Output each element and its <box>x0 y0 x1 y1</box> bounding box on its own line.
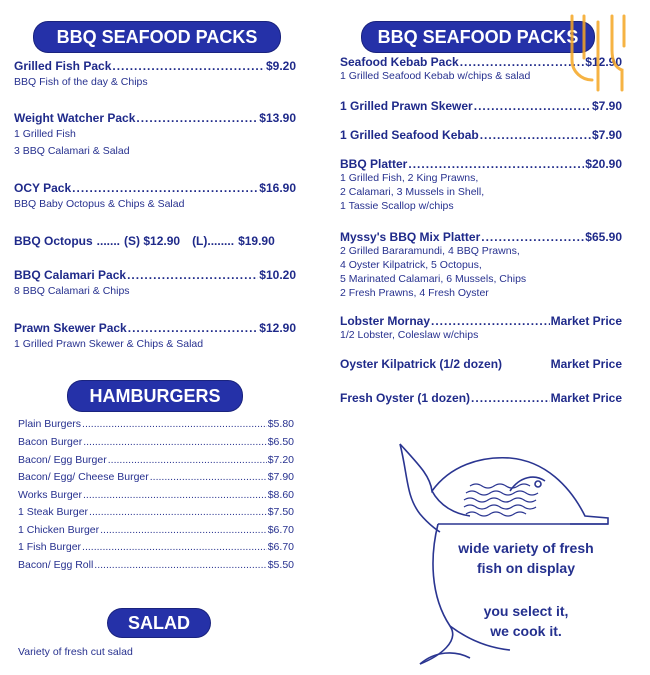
burger-name: Bacon/ Egg/ Cheese Burger <box>18 471 149 483</box>
item-price: $12.90 <box>259 321 296 335</box>
promo-variety <box>438 538 614 578</box>
item-desc: 1 Tassie Scallop w/chips <box>340 200 454 212</box>
menu-item <box>340 99 622 113</box>
item-desc: 1 Grilled Seafood Kebab w/chips & salad <box>340 70 531 82</box>
item-price: $16.90 <box>259 181 296 195</box>
burger-item <box>18 541 294 553</box>
burger-name: 1 Fish Burger <box>18 541 82 553</box>
burger-price: $6.70 <box>267 541 294 553</box>
item-price: Market Price <box>550 391 622 405</box>
menu-item <box>340 391 622 405</box>
menu-item <box>340 128 622 142</box>
item-desc: 2 Fresh Prawns, 4 Fresh Oyster <box>340 287 489 299</box>
item-price: $9.20 <box>265 59 296 73</box>
item-name: Myssy's BBQ Mix Platter <box>340 230 481 244</box>
burger-item <box>18 454 294 466</box>
menu-item <box>14 268 296 298</box>
item-desc: 2 Calamari, 3 Mussels in Shell, <box>340 186 485 198</box>
burger-item <box>18 489 294 501</box>
item-price: $20.90 <box>585 157 622 171</box>
promo-line: wide variety of fresh <box>458 540 594 556</box>
item-price: Market Price <box>550 357 622 371</box>
promo-line: you select it, <box>483 603 569 619</box>
item-price: Market Price <box>550 314 622 328</box>
menu-item <box>14 111 296 158</box>
menu-item <box>14 59 296 89</box>
item-desc: 5 Marinated Calamari, 6 Mussels, Chips <box>340 273 527 285</box>
item-price: $65.90 <box>585 230 622 244</box>
item-desc: 1 Grilled Fish <box>14 128 76 140</box>
hamburgers-header: HAMBURGERS <box>68 381 242 411</box>
item-desc: 8 BBQ Calamari & Chips <box>14 285 130 297</box>
octopus-small-price: (S) $12.90 <box>124 234 181 248</box>
item-name: 1 Grilled Seafood Kebab <box>340 128 479 142</box>
salad-desc: Variety of fresh cut salad <box>18 646 133 658</box>
burger-item <box>18 436 294 448</box>
octopus-large-label: (L)........ <box>192 234 235 248</box>
item-name: 1 Grilled Prawn Skewer <box>340 99 473 113</box>
fork-knife-logo-icon <box>562 10 634 96</box>
salad-header: SALAD <box>108 609 210 637</box>
menu-item <box>340 230 622 300</box>
burger-name: Bacon Burger <box>18 436 83 448</box>
promo-select <box>438 601 614 641</box>
burger-name: Bacon/ Egg Burger <box>18 454 107 466</box>
burger-item <box>18 524 294 536</box>
menu-item <box>14 181 296 211</box>
burger-price: $5.50 <box>267 559 294 571</box>
octopus-dots: ....... <box>96 234 121 248</box>
item-name: Lobster Mornay <box>340 314 431 328</box>
burger-price: $6.70 <box>267 524 294 536</box>
item-name: Seafood Kebab Pack <box>340 55 459 69</box>
item-name: BBQ Calamari Pack <box>14 268 127 282</box>
item-desc: 1 Grilled Prawn Skewer & Chips & Salad <box>14 338 204 350</box>
item-price: $7.90 <box>591 128 622 142</box>
item-desc: BBQ Baby Octopus & Chips & Salad <box>14 198 185 210</box>
burger-item <box>18 559 294 571</box>
left-seafood-header: BBQ SEAFOOD PACKS <box>34 22 280 52</box>
promo-line: fish on display <box>476 560 575 576</box>
item-price: $10.20 <box>259 268 296 282</box>
burger-item <box>18 418 294 430</box>
burger-name: Plain Burgers <box>18 418 82 430</box>
item-name: Prawn Skewer Pack <box>14 321 127 335</box>
item-desc: 3 BBQ Calamari & Salad <box>14 145 130 157</box>
octopus-large-price: $19.90 <box>238 234 275 248</box>
item-name: Weight Watcher Pack <box>14 111 136 125</box>
item-price: $12.90 <box>585 55 622 69</box>
item-desc: 1 Grilled Fish, 2 King Prawns, <box>340 172 479 184</box>
menu-item <box>340 357 622 371</box>
burger-price: $5.80 <box>267 418 294 430</box>
burger-price: $7.20 <box>267 454 294 466</box>
burger-name: 1 Steak Burger <box>18 506 89 518</box>
burger-name: Works Burger <box>18 489 82 501</box>
item-name: BBQ Octopus <box>14 234 93 248</box>
burger-price: $7.50 <box>267 506 294 518</box>
promo-line: we cook it. <box>490 623 562 639</box>
right-seafood-header: BBQ SEAFOOD PACKS <box>362 22 594 52</box>
burger-price: $8.60 <box>267 489 294 501</box>
burger-name: 1 Chicken Burger <box>18 524 100 536</box>
menu-item <box>340 314 622 342</box>
burger-item <box>18 506 294 518</box>
octopus-item <box>14 234 296 248</box>
burger-price: $7.90 <box>267 471 294 483</box>
item-name: OCY Pack <box>14 181 72 195</box>
item-name: Grilled Fish Pack <box>14 59 112 73</box>
item-desc: 2 Grilled Bararamundi, 4 BBQ Prawns, <box>340 245 520 257</box>
item-price: $13.90 <box>259 111 296 125</box>
item-name: Oyster Kilpatrick (1/2 dozen) <box>340 357 503 371</box>
item-desc: BBQ Fish of the day & Chips <box>14 76 148 88</box>
menu-item <box>340 157 622 213</box>
item-price: $7.90 <box>591 99 622 113</box>
item-desc: 1/2 Lobster, Coleslaw w/chips <box>340 329 479 341</box>
menu-item <box>14 321 296 351</box>
item-desc: 4 Oyster Kilpatrick, 5 Octopus, <box>340 259 482 271</box>
burger-item <box>18 471 294 483</box>
burger-price: $6.50 <box>267 436 294 448</box>
burger-name: Bacon/ Egg Roll <box>18 559 94 571</box>
item-name: Fresh Oyster (1 dozen) <box>340 391 471 405</box>
item-name: BBQ Platter <box>340 157 408 171</box>
